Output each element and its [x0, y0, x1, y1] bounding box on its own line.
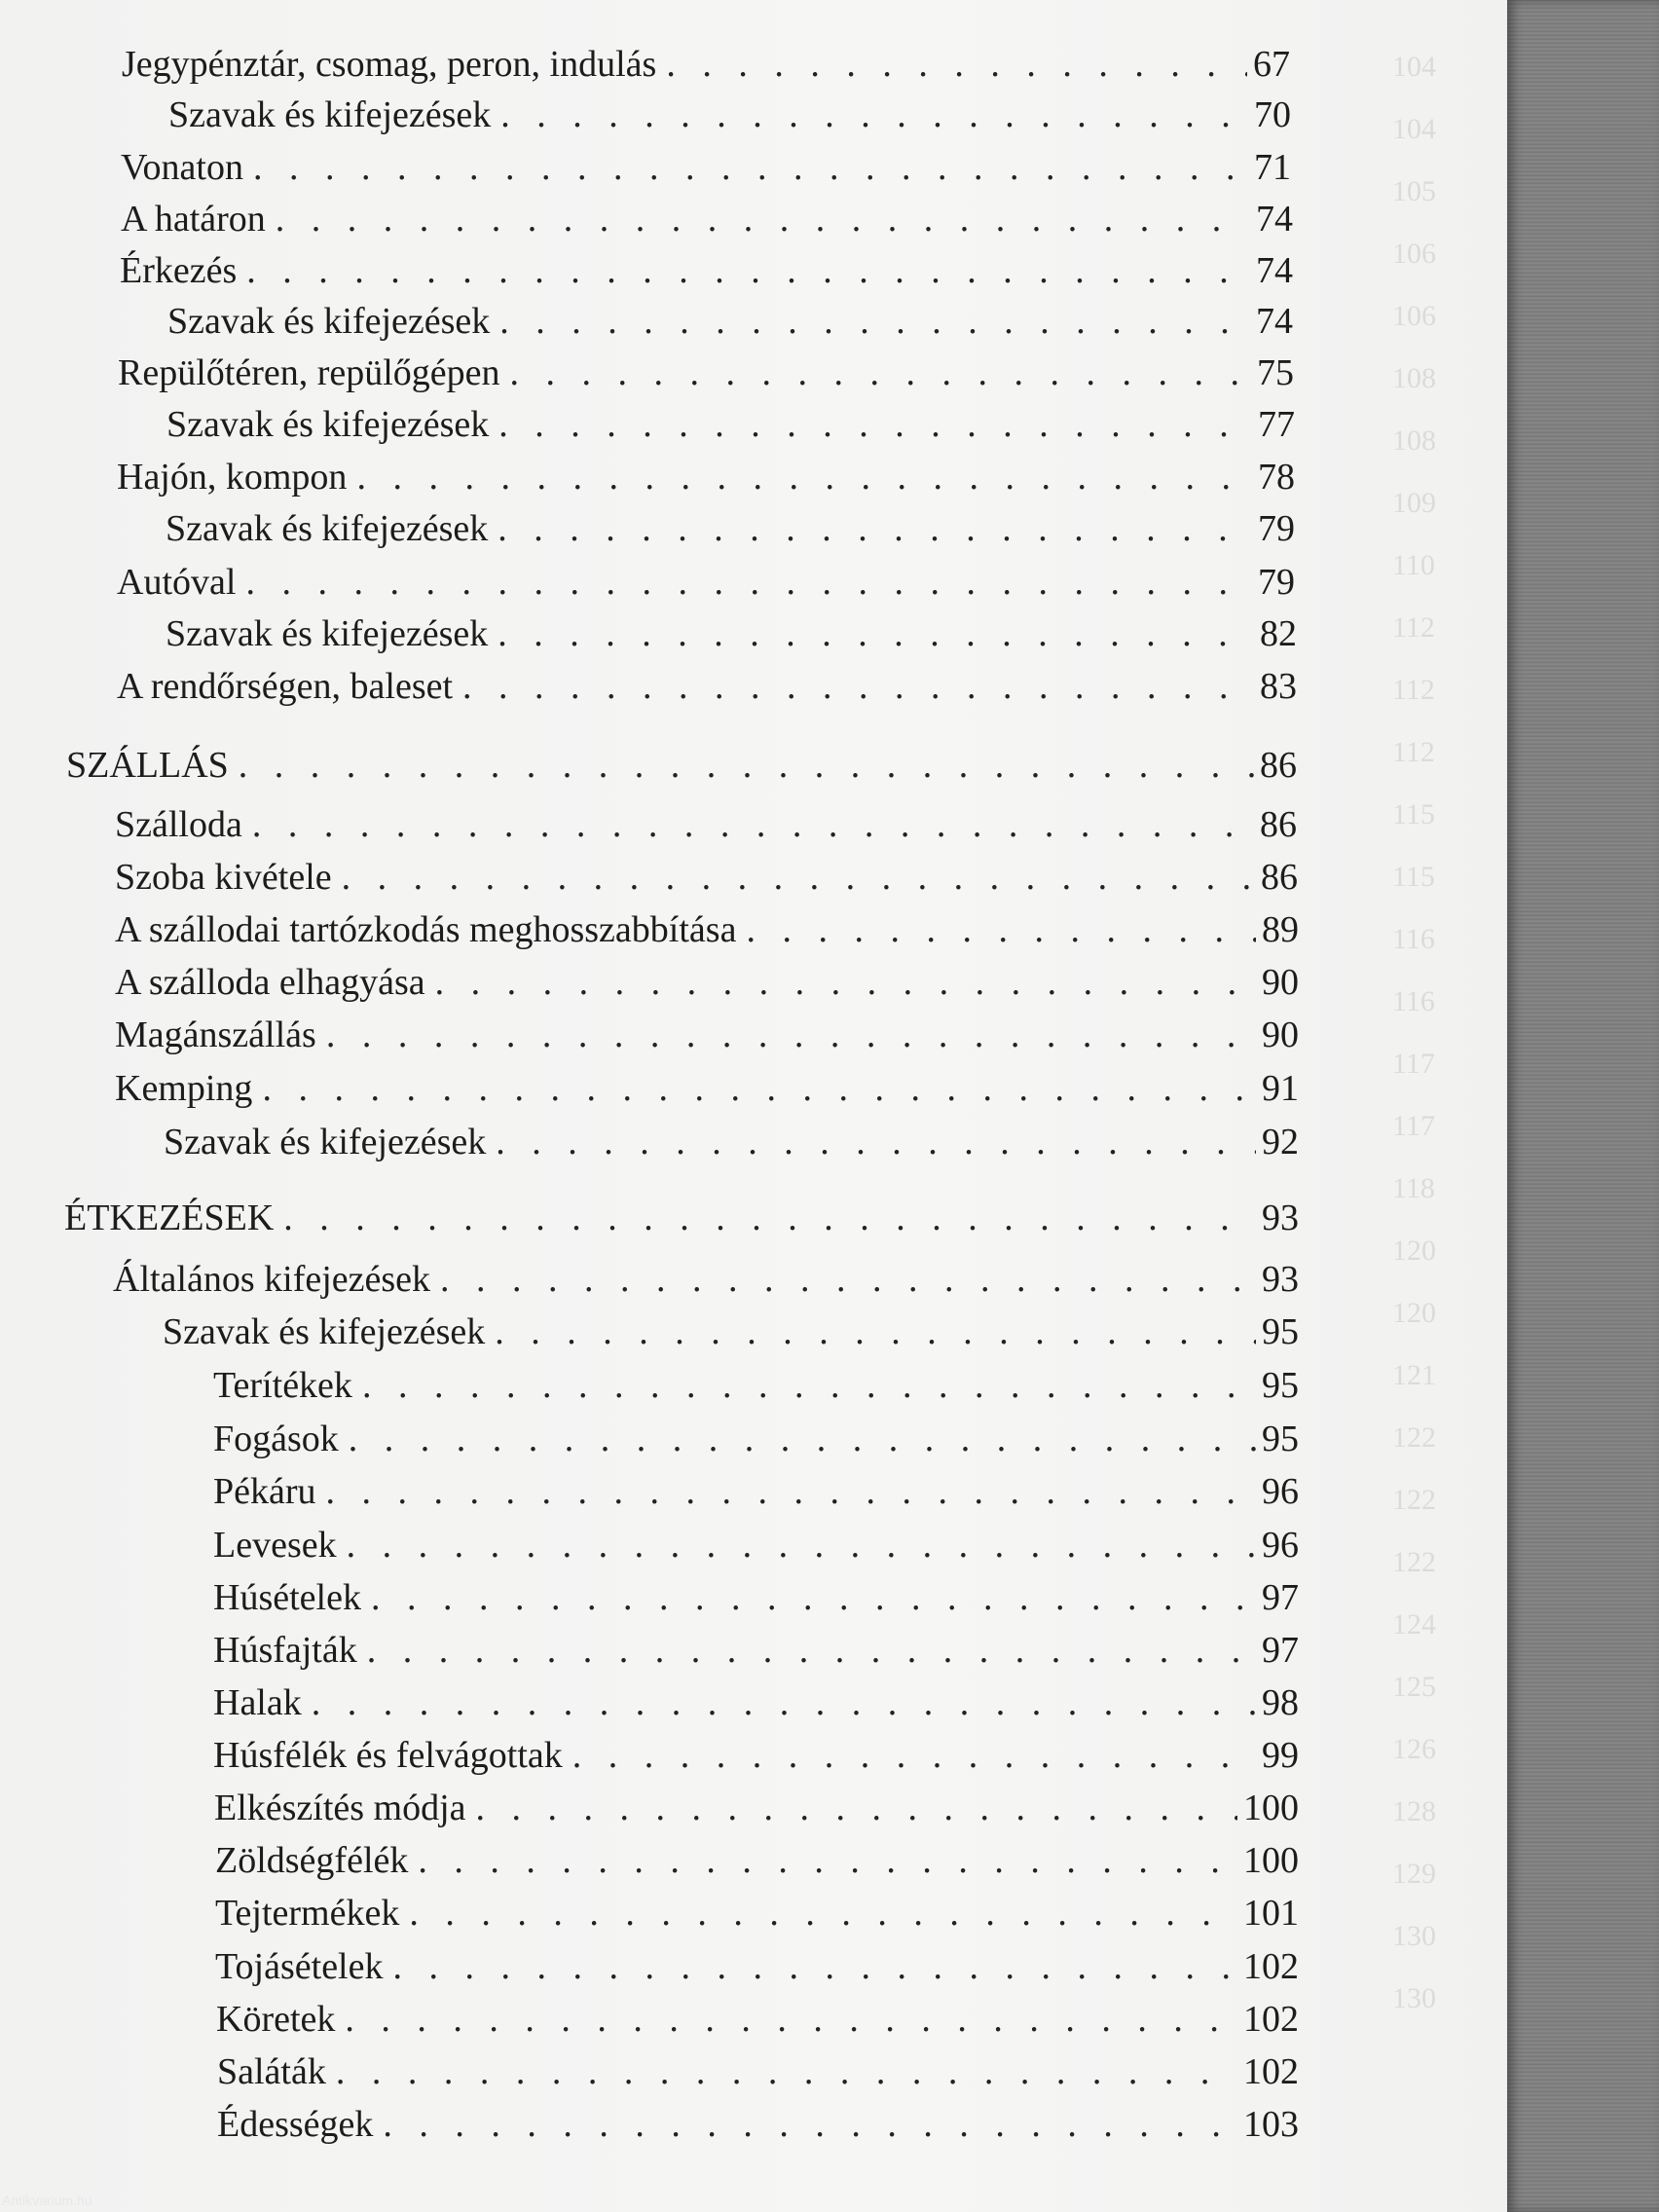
toc-entry [115, 803, 1297, 846]
toc-entry-title: Kemping [115, 1068, 253, 1109]
toc-entry-page: 96 [1262, 1525, 1299, 1566]
toc-entry-title: Szavak és kifejezések [163, 1311, 486, 1352]
toc-entry-title: Repülőtéren, repülőgépen [118, 352, 500, 393]
toc-entry-page: 100 [1243, 1840, 1299, 1881]
toc-entry-page: 97 [1262, 1577, 1299, 1618]
toc-entry [115, 856, 1298, 899]
toc-entry-title: Szavak és kifejezések [166, 508, 489, 549]
toc-entry [213, 1681, 1299, 1724]
dot-leader [367, 1629, 1256, 1672]
toc-entry-page: 103 [1243, 2104, 1299, 2145]
toc-entry-page: 93 [1262, 1259, 1299, 1300]
toc-entry [213, 1576, 1299, 1619]
toc-entry-title: Szavak és kifejezések [168, 94, 492, 135]
dot-leader [312, 1681, 1256, 1724]
toc-entry-page: 91 [1262, 1068, 1299, 1109]
toc-entry-page: 74 [1256, 250, 1293, 291]
dot-leader [276, 198, 1250, 240]
toc-entry [115, 1067, 1299, 1110]
toc-entry-page: 67 [1253, 44, 1290, 85]
dot-leader [342, 856, 1255, 899]
toc-entry [117, 561, 1295, 604]
dot-leader [252, 803, 1254, 846]
dot-leader [371, 1576, 1256, 1619]
toc-entry-page: 89 [1262, 909, 1299, 950]
dot-leader [383, 2103, 1237, 2146]
toc-entry-page: 101 [1243, 1893, 1299, 1934]
toc-entry-page: 86 [1261, 857, 1298, 898]
dot-leader [666, 43, 1247, 86]
toc-entry [213, 1364, 1299, 1407]
toc-entry-title: Tejtermékek [215, 1893, 400, 1934]
toc-entry [215, 1892, 1299, 1935]
toc-entry [120, 249, 1293, 292]
dot-leader [495, 1310, 1256, 1353]
toc-entry-page: 86 [1260, 745, 1297, 786]
toc-entry-title: A rendőrségen, baleset [117, 666, 454, 707]
dot-leader [498, 507, 1252, 550]
dot-leader [246, 249, 1250, 292]
dot-leader [409, 1892, 1237, 1935]
toc-entry-title: Saláták [217, 2051, 326, 2092]
dot-leader [500, 93, 1248, 136]
dot-leader [283, 1197, 1256, 1239]
toc-entry-page: 79 [1258, 562, 1295, 603]
toc-entry-title: Érkezés [120, 250, 238, 291]
toc-entry [118, 351, 1294, 394]
toc-entry [117, 665, 1297, 708]
toc-entry-page: 79 [1258, 508, 1295, 549]
toc-entry-page: 82 [1260, 613, 1297, 654]
dot-leader [746, 908, 1256, 951]
toc-entry-title: ÉTKEZÉSEK [64, 1198, 275, 1238]
toc-entry-title: A szállodai tartózkodás meghosszabbítása [115, 909, 737, 950]
toc-entry-title: Tojásételek [215, 1946, 384, 1987]
dot-leader [253, 146, 1248, 189]
toc-entry [216, 1998, 1299, 2041]
dot-leader [347, 1524, 1256, 1567]
toc-entry-page: 95 [1262, 1311, 1299, 1352]
dot-leader [392, 1945, 1237, 1988]
toc-entry-page: 92 [1262, 1122, 1299, 1162]
toc-section-heading [64, 1197, 1299, 1239]
dot-leader [499, 300, 1250, 343]
toc-entry-page: 86 [1260, 804, 1297, 845]
toc-entry-page: 93 [1262, 1198, 1299, 1238]
dot-leader [572, 1734, 1256, 1777]
dot-leader [245, 561, 1252, 604]
toc-entry [113, 1258, 1299, 1301]
toc-entry-title: Szavak és kifejezések [164, 1122, 487, 1162]
toc-entry-page: 97 [1262, 1630, 1299, 1671]
dot-leader [440, 1258, 1256, 1301]
toc-entry-page: 102 [1243, 1999, 1299, 2040]
toc-entry-title: Hajón, kompon [117, 457, 348, 498]
toc-entry-title: Vonaton [121, 147, 243, 188]
toc-entry [217, 2103, 1299, 2146]
toc-entry-page: 90 [1262, 1014, 1299, 1055]
dot-leader [326, 1470, 1256, 1513]
dot-leader [326, 1014, 1256, 1056]
toc-entry [214, 1787, 1299, 1829]
toc-entry [213, 1418, 1299, 1460]
toc-entry-page: 96 [1262, 1471, 1299, 1512]
toc-entry-title: Autóval [117, 562, 237, 603]
toc-entry-title: Általános kifejezések [113, 1259, 431, 1300]
dot-leader [498, 403, 1252, 446]
toc-entry-title: Jegypénztár, csomag, peron, indulás [122, 44, 657, 85]
toc-entry-title: Halak [213, 1682, 302, 1723]
toc-entry [167, 300, 1293, 343]
watermark: Antikvarium.hu [2, 2193, 92, 2208]
toc-entry [166, 612, 1297, 655]
dot-leader [349, 1418, 1256, 1460]
toc-entry [164, 1121, 1299, 1163]
toc-entry [115, 961, 1299, 1004]
toc-entry-title: Zöldségfélék [215, 1840, 409, 1881]
toc-entry-page: 99 [1262, 1735, 1299, 1776]
toc-entry-title: SZÁLLÁS [66, 745, 229, 786]
toc-entry-title: Szálloda [115, 804, 242, 845]
dot-leader [498, 612, 1254, 655]
toc-entry [115, 1014, 1299, 1056]
toc-entry-page: 95 [1262, 1365, 1299, 1406]
dot-leader [462, 665, 1254, 708]
toc-entry [213, 1734, 1299, 1777]
toc-entry [168, 93, 1291, 136]
toc-entry-page: 78 [1258, 457, 1295, 498]
toc-entry-title: Húsételek [213, 1577, 361, 1618]
dot-leader [239, 744, 1254, 787]
dot-leader [496, 1121, 1256, 1163]
toc-entry-page: 71 [1254, 147, 1291, 188]
toc-entry-page: 95 [1262, 1419, 1299, 1459]
toc-entry [122, 43, 1290, 86]
toc-entry-title: Szavak és kifejezések [166, 613, 489, 654]
toc-entry-title: A határon [121, 199, 266, 240]
toc-entry-title: Levesek [213, 1525, 337, 1566]
dot-leader [435, 961, 1256, 1004]
toc-entry-page: 77 [1258, 404, 1295, 445]
toc-entry-page: 102 [1243, 2051, 1299, 2092]
toc-entry [166, 507, 1295, 550]
toc-entry-title: A szálloda elhagyása [115, 962, 425, 1003]
dot-leader [345, 1998, 1237, 2041]
toc-entry [121, 146, 1291, 189]
toc-entry-page: 74 [1256, 199, 1293, 240]
toc-entry-title: Elkészítés módja [214, 1788, 466, 1828]
toc-entry-page: 98 [1262, 1682, 1299, 1723]
toc-section-heading [66, 744, 1297, 787]
toc-entry-page: 70 [1254, 94, 1291, 135]
toc-entry-page: 74 [1256, 301, 1293, 342]
dot-leader [336, 2050, 1237, 2093]
toc-entry-page: 75 [1257, 352, 1294, 393]
toc-entry-title: Terítékek [213, 1365, 352, 1406]
toc-entry-title: Köretek [216, 1999, 336, 2040]
toc-entry-title: Szoba kivétele [115, 857, 332, 898]
toc-entry [166, 403, 1295, 446]
toc-entry-page: 100 [1243, 1788, 1299, 1828]
toc-entry [117, 456, 1295, 498]
toc-entry-title: Magánszállás [115, 1014, 316, 1055]
dot-leader [476, 1787, 1237, 1829]
dot-leader [356, 456, 1252, 498]
toc-entry-title: Édességek [217, 2104, 374, 2145]
toc-entry [121, 198, 1293, 240]
toc-entry [213, 1524, 1299, 1567]
toc-entry [115, 908, 1299, 951]
toc-entry [217, 2050, 1299, 2093]
toc-entry-title: Fogások [213, 1419, 339, 1459]
dot-leader [510, 351, 1251, 394]
toc-entry [213, 1470, 1299, 1513]
toc-entry [213, 1629, 1299, 1672]
toc-entry [163, 1310, 1299, 1353]
page-edge-shadow [1507, 0, 1659, 2212]
toc-entry [215, 1839, 1299, 1882]
dot-leader [262, 1067, 1256, 1110]
toc-entry-title: Szavak és kifejezések [167, 301, 491, 342]
toc-entry-page: 90 [1262, 962, 1299, 1003]
toc-entry [215, 1945, 1299, 1988]
toc-entry-page: 102 [1243, 1946, 1299, 1987]
toc-entry-title: Húsfajták [213, 1630, 357, 1671]
toc-entry-title: Szavak és kifejezések [166, 404, 490, 445]
toc-entry-title: Pékáru [213, 1471, 316, 1512]
toc-entry-page: 83 [1260, 666, 1297, 707]
dot-leader [418, 1839, 1237, 1882]
toc-entry-title: Húsfélék és felvágottak [213, 1735, 563, 1776]
dot-leader [362, 1364, 1256, 1407]
